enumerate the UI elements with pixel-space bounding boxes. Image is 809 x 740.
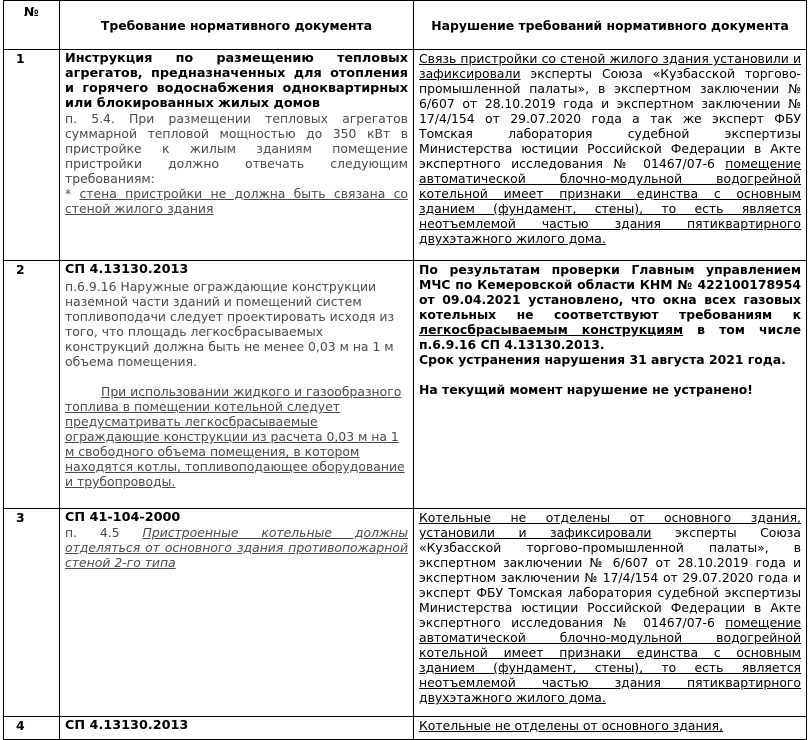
- table-row: [4, 509, 807, 717]
- doc-title: СП 41-104-2000: [65, 510, 181, 525]
- violation-cell: [414, 509, 807, 717]
- clause-text: п.6.9.16 Наружные ограждающие конструкции наземной части зданий и помещений систем топливоподачи следует проектировать исходя из того, что площадь легкосбрасываемых конструкций должна быть не менее 0,03 м на 1 м объема помещения.: [65, 279, 395, 369]
- clause-text: [65, 525, 408, 570]
- violation-underlined-2: помещение автоматической блочно-модульной водогрейной котельной имеет признаки единства с основным зданием (фундамент, стены), то есть является неотъемлемой частью здания пятиквартирного двухэтажного жилого дома.: [419, 156, 801, 246]
- row-number: 4: [4, 717, 60, 740]
- violation-underlined-1: Связь пристройки со стеной жилого здания установили и зафиксировали: [419, 51, 801, 81]
- violation-text: [419, 51, 801, 246]
- doc-title: СП 4.13130.2013: [65, 262, 189, 277]
- requirement-cell: [60, 50, 414, 261]
- requirement-cell: [60, 717, 414, 740]
- violation-text: [419, 262, 801, 352]
- deadline-text: Срок устранения нарушения 31 августа 2021 года.: [419, 352, 786, 367]
- status-text: На текущий момент нарушение не устранено!: [419, 382, 753, 397]
- violation-text: [419, 510, 801, 705]
- row-number: 3: [4, 509, 60, 717]
- requirement-cell: [60, 509, 414, 717]
- doc-title: СП 4.13130.2013: [65, 718, 189, 733]
- violation-text: Котельные не отделены от основного здания,: [419, 718, 724, 733]
- violation-underlined-1: Котельные не отделены от основного здания, установили и зафиксировали: [419, 510, 801, 540]
- violation-middle: эксперты Союза «Кузбасской торгово-промышленной палаты», в экспертном заключении № 6/607 от 28.10.2019 года и экспертном заключении № 17/4/154 от 29.07.2020 года и эксперт ФБУ Томская лаборатория судебной экспертизы Министерства юстиции Российской Федерации в Акте экспертного исследования № 01467/07-6: [419, 525, 801, 630]
- violation-middle: эксперты Союза «Кузбасской торгово-промышленной палаты», в экспертном заключении № 6/607 от 28.10.2019 года и экспертном заключении № 17/4/154 от 29.07.2020 года а так же эксперт ФБУ Томская лаборатория судебной экспертизы Министерства юстиции Российской Федерации в Акте экспертного исследования № 01467/07-6: [419, 66, 801, 171]
- row-number: 2: [4, 261, 60, 509]
- clause-italic: Пристроенные котельные должны отделяться от основного здания противопожарной стеной 2-го типа: [65, 525, 408, 570]
- requirement-cell: [60, 261, 414, 509]
- clause-prefix: п. 4.5: [65, 525, 143, 540]
- table-header-row: [4, 1, 807, 50]
- header-num: №: [4, 1, 60, 50]
- violation-underlined: легкосбрасываемым конструкциям: [419, 322, 684, 337]
- bullet-prefix: *: [65, 186, 80, 201]
- spacer: [419, 367, 801, 382]
- violation-cell: [414, 261, 807, 509]
- table-row: [4, 50, 807, 261]
- requirements-table: [3, 0, 807, 740]
- header-requirement: Требование нормативного документа: [60, 1, 414, 50]
- header-violation: Нарушение требований нормативного документа: [414, 1, 807, 50]
- violation-cell: [414, 50, 807, 261]
- clause-text: п. 5.4. При размещении тепловых агрегатов суммарной тепловой мощностью до 350 кВт в пристройке к жилым зданиям помещение пристройки должно отвечать следующим требованиям:: [65, 111, 408, 186]
- row-number: 1: [4, 50, 60, 261]
- table-row: [4, 261, 807, 509]
- violation-part-a: По результатам проверки Главным управлением МЧС по Кемеровской области КНМ № 422100178954 от 09.04.2021 установлено, что окна всех газовых котельных не соответствуют требованиям к: [419, 262, 801, 322]
- table-row: [4, 717, 807, 740]
- doc-title: Инструкция по размещению тепловых агрегатов, предназначенных для отопления и горячего водоснабжения одноквартирных или блокированных жилых домов: [65, 51, 408, 111]
- violation-cell: [414, 717, 807, 740]
- violation-underlined-2: помещение автоматической блочно-модульной водогрейной котельной имеет признаки единства с основным зданием (фундамент, стены), то есть является неотъемлемой частью здания пятиквартирного двухэтажного жилого дома.: [419, 615, 801, 705]
- bullet-text: стена пристройки не должна быть связана со стеной жилого здания: [65, 186, 409, 216]
- spacer: [65, 369, 408, 384]
- bullet-item: [65, 186, 408, 216]
- clause-text-2: При использовании жидкого и газообразного топлива в помещении котельной следует предусматривать легкосбрасываемые ограждающие конструкции из расчета 0,03 м на 1 м свободного объема помещения, в котором находятся котлы, топливоподающее оборудование и трубопроводы.: [65, 384, 405, 489]
- violation-part-b: в том числе п.6.9.16 СП 4.13130.2013.: [419, 322, 801, 352]
